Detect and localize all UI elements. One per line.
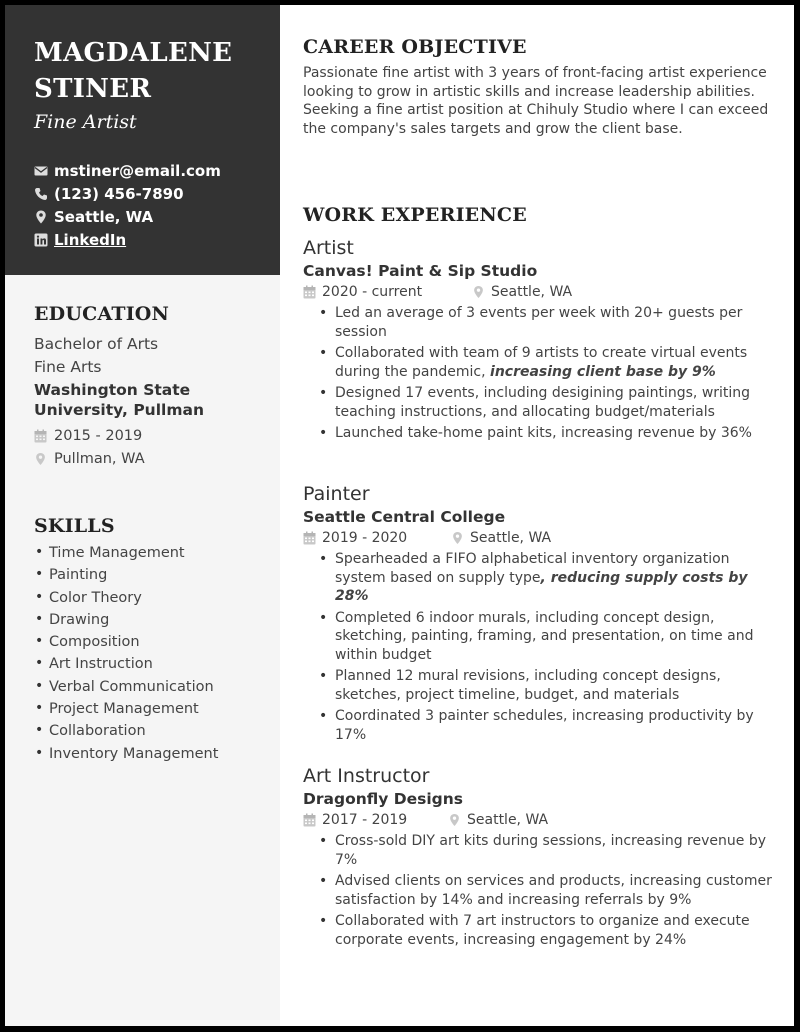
bullet-item: • Designed 17 events, including desigining paintings, writing teaching instructions, and allocating budget/materials [317,384,773,421]
job-location [448,812,548,828]
job-meta [303,526,773,550]
education-location [34,447,274,470]
contact-phone[interactable] [34,182,280,205]
calendar-icon [303,285,316,299]
bullet-item: • Advised clients on services and products, increasing customer satisfaction by 14% and increasing referrals by 9% [317,872,773,909]
skill-item: • Drawing [34,612,274,634]
bullet-item: • Launched take-home paint kits, increasing revenue by 36% [317,424,773,443]
field-of-study: Fine Arts [34,358,102,376]
education-section [34,303,274,470]
resume-page [5,5,794,1026]
education-dates [34,424,274,447]
objective-section [303,36,773,138]
company-name: Seattle Central College [303,508,506,526]
sidebar [5,5,280,1026]
linkedin-icon [34,233,48,247]
contact-list [34,159,280,251]
job-location-text: Seattle, WA [467,812,549,828]
experience-heading: WORK EXPERIENCE [303,204,527,226]
job-title-heading: Fine Artist [34,111,137,133]
phone-icon [34,187,48,201]
name-line-1: MAGDALENE [34,38,233,68]
company-name: Dragonfly Designs [303,790,464,808]
bullet-item: • Collaborated with 7 art instructors to organize and execute corporate events, increasing engagement by 24% [317,912,773,949]
map-pin-icon [451,531,464,545]
bullet-item: • Cross-sold DIY art kits during sessions, increasing revenue by 7% [317,832,773,869]
contact-linkedin[interactable] [34,228,280,251]
bullet-item: • Coordinated 3 painter schedules, increasing productivity by 17% [317,707,773,744]
job-bullets [317,832,773,949]
skill-item: • Composition [34,634,274,656]
calendar-icon [303,531,316,545]
linkedin-link[interactable]: LinkedIn [54,230,127,249]
school-name: Washington State University, Pullman [34,381,204,419]
job-entry [303,237,773,446]
job-dates: 2017 - 2019 [322,812,408,828]
bullet-item: • Spearheaded a FIFO alphabetical inventory organization system based on supply type, reducing supply costs by 28% [317,550,773,606]
skills-section [34,515,274,768]
job-meta [303,808,773,832]
job-entry [303,765,773,952]
skill-item: • Verbal Communication [34,679,274,701]
education-dates-text: 2015 - 2019 [54,427,143,444]
job-title: Art Instructor [303,765,430,787]
skill-item: • Art Instruction [34,656,274,678]
job-bullets [317,304,773,443]
map-pin-icon [34,210,48,224]
education-location-text: Pullman, WA [54,450,145,467]
candidate-name [34,35,280,107]
job-bullets [317,550,773,744]
location-text: Seattle, WA [54,207,154,226]
objective-text: Passionate fine artist with 3 years of front-facing artist experience looking to grow in artistic skills and increase leadership abilities. Seeking a fine artist position at Chihuly Studio where I can exceed the company's sales targets and grow the client base. [303,65,769,137]
job-dates: 2019 - 2020 [322,530,408,546]
skill-item: • Color Theory [34,590,274,612]
map-pin-icon [34,452,47,466]
job-meta [303,280,773,304]
company-name: Canvas! Paint & Sip Studio [303,262,538,280]
skill-item: • Project Management [34,701,274,723]
job-location [472,284,572,300]
skills-list [34,545,274,768]
envelope-icon [34,164,48,178]
map-pin-icon [472,285,485,299]
degree: Bachelor of Arts [34,335,159,353]
skill-item: • Collaboration [34,723,274,745]
contact-email[interactable] [34,159,280,182]
objective-heading: CAREER OBJECTIVE [303,36,527,58]
job-title: Artist [303,237,354,259]
skill-item: • Inventory Management [34,746,274,768]
job-entry [303,483,773,747]
header-box [5,5,280,275]
map-pin-icon [448,813,461,827]
job-location-text: Seattle, WA [470,530,552,546]
bullet-item: • Planned 12 mural revisions, including concept designs, sketches, project timeline, budget, and materials [317,667,773,704]
bullet-item: • Led an average of 3 events per week with 20+ guests per session [317,304,773,341]
job-location [451,530,551,546]
calendar-icon [34,429,47,443]
experience-section [303,204,773,226]
email-text: mstiner@email.com [54,161,221,180]
calendar-icon [303,813,316,827]
job-title: Painter [303,483,370,505]
bullet-item: • Collaborated with team of 9 artists to create virtual events during the pandemic, increasing client base by 9% [317,344,773,381]
name-line-2: STINER [34,74,152,104]
skill-item: • Painting [34,567,274,589]
skills-heading: SKILLS [34,515,115,537]
contact-location [34,205,280,228]
bullet-item: • Completed 6 indoor murals, including concept design, sketching, painting, framing, and presentation, on time and within budget [317,609,773,665]
skill-item: • Time Management [34,545,274,567]
job-dates: 2020 - current [322,284,423,300]
job-location-text: Seattle, WA [491,284,573,300]
education-heading: EDUCATION [34,303,170,325]
phone-text: (123) 456-7890 [54,184,184,203]
